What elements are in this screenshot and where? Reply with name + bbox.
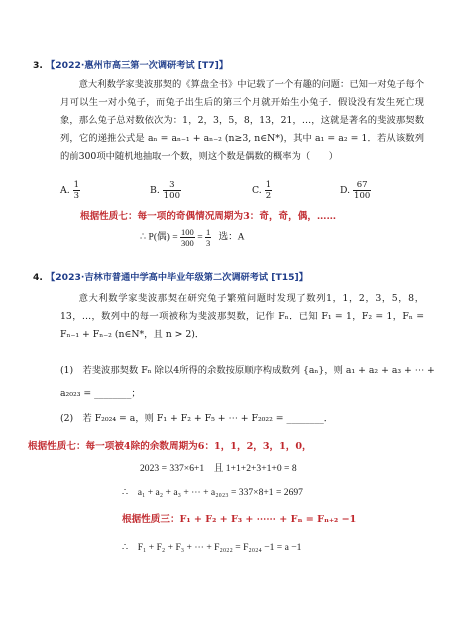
q3-option-a[interactable]: A. $\frac{1}{3}$ — [60, 180, 80, 201]
q4-header — [33, 269, 308, 283]
q4-property3: 根据性质三：F₁ + F₂ + F₃ + ⋯⋯ + Fₙ = Fₙ₊₂ −1 — [122, 514, 357, 525]
q4-property-note: 根据性质七：每一项被4除的余数周期为6：1，1，2，3，1，0， — [28, 441, 312, 452]
q4-solution-line2: ∴ a₁ + a₂ + a₃ + ⋯ + a₂₀₂₃ = 337×8+1 = 2697 — [122, 487, 303, 498]
q3-solution-frac1: $\frac{100}{300}$ — [181, 227, 194, 248]
q3-option-a-frac: $\frac{1}{3}$ — [73, 180, 80, 201]
q4-source: 【2023·吉林市普通中学高中毕业年级第二次调研考试 [T15]】 — [46, 272, 308, 283]
q3-property-note: 根据性质七：每一项的奇偶情况周期为3：奇，奇，偶，…… — [80, 211, 337, 222]
q4-part2[interactable]: (2) 若 F₂₀₂₄ = a，则 F₁ + F₂ + F₅ + ⋯ + F₂₀₂₂ = ________． — [60, 413, 334, 424]
q3-source: 【2022·惠州市高三第一次调研考试 [T7]】 — [46, 60, 229, 71]
q3-option-d-frac: $\frac{67}{100}$ — [354, 180, 371, 201]
q3-text: 意大利数学家斐波那契的《算盘全书》中记载了一个有趣的问题：已知一对兔子每个月可以生一对小兔子，而兔子出生后的第三个月就开始生小兔子．假设没有发生死亡现象，那么兔子总对数依次为：1，2，3，5，8，13，21，…，这就是著名的斐波那契数列，它的递推公式是 aₙ = aₙ₋₁ + aₙ₋₂ (n≥3, n∈N*)，其中 a₁ = a₂ = 1．若从该数列的前300项中随机地抽取一个数，则这个数是偶数的概率为（ ） — [60, 79, 424, 162]
q3-option-c-frac: $\frac{1}{2}$ — [265, 180, 272, 201]
q3-solution-frac2: $\frac{1}{3}$ — [206, 227, 211, 248]
q3-solution: ∴ P(偶) = $\frac{100}{300}$ = $\frac{1}{3}$ 选：A — [140, 227, 245, 248]
q3-header — [33, 57, 228, 71]
q3-answer: 选：A — [218, 231, 245, 243]
q4-solution-line1: 2023 = 337×6+1 且 1+1+2+3+1+0 = 8 — [140, 463, 297, 474]
q4-part1-line2[interactable]: a₂₀₂₃ = ________； — [60, 388, 141, 399]
q4-solution-line3: ∴ F₁ + F₂ + F₃ + ⋯ + F₂₀₂₂ = F₂₀₂₄ −1 = a −1 — [122, 542, 302, 553]
q3-number: 3. — [33, 60, 43, 71]
q3-option-b[interactable]: B. $\frac{3}{100}$ — [150, 180, 180, 201]
q3-option-c[interactable]: C. $\frac{1}{2}$ — [252, 180, 272, 201]
q4-number: 4. — [33, 272, 43, 283]
q4-part1-line1: (1) 若斐波那契数 Fₙ 除以4所得的余数按原顺序构成数列 {aₙ}，则 a₁ + a₂ + a₃ + ⋯ + — [60, 365, 435, 376]
q3-option-d[interactable]: D. $\frac{67}{100}$ — [340, 180, 371, 201]
q3-option-b-frac: $\frac{3}{100}$ — [163, 180, 180, 201]
q4-text: 意大利数学家斐波那契在研究兔子繁殖问题时发现了数列1，1，2，3，5，8，13，…，数列中的每一项被称为斐波那契数，记作 Fₙ．已知 F₁ = 1，F₂ = 1，Fₙ = Fₙ₋₁ + Fₙ₋₂ (n∈N*，且 n > 2)． — [60, 293, 424, 340]
